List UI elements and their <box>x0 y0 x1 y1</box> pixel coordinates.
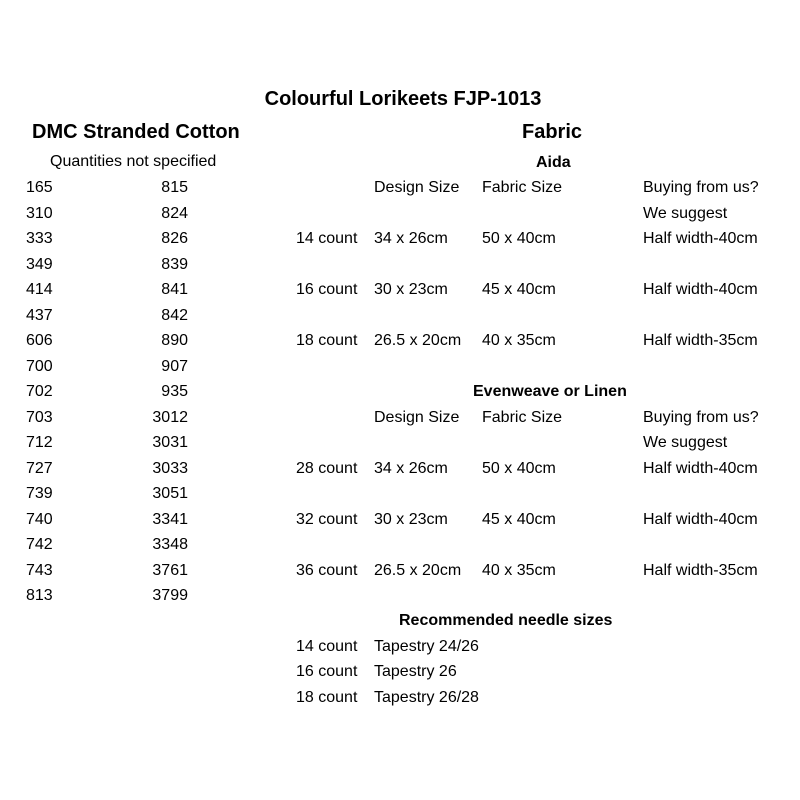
dmc-thread-number: 3012 <box>152 409 188 426</box>
dmc-thread-number: 841 <box>161 281 188 298</box>
dmc-thread-number: 3348 <box>152 536 188 553</box>
evenweave-buying-header: Buying from us? <box>643 409 759 426</box>
evenweave-row-fabric: 50 x 40cm <box>482 460 556 477</box>
needle-row-count: 14 count <box>296 638 358 655</box>
aida-row-fabric: 50 x 40cm <box>482 230 556 247</box>
dmc-thread-number: 890 <box>161 332 188 349</box>
aida-row-design: 34 x 26cm <box>374 230 448 247</box>
dmc-thread-number: 935 <box>161 383 188 400</box>
dmc-thread-number: 842 <box>161 307 188 324</box>
dmc-thread-number: 3051 <box>152 485 188 502</box>
dmc-thread-number: 813 <box>26 587 53 604</box>
evenweave-suggest-header: We suggest <box>643 434 728 451</box>
aida-heading: Aida <box>536 154 571 171</box>
evenweave-heading: Evenweave or Linen <box>473 383 627 400</box>
aida-row-count: 18 count <box>296 332 358 349</box>
evenweave-design-size-header: Design Size <box>374 409 460 426</box>
needle-row-size: Tapestry 26 <box>374 663 457 680</box>
aida-row-fabric: 45 x 40cm <box>482 281 556 298</box>
dmc-thread-number: 606 <box>26 332 53 349</box>
dmc-thread-number: 839 <box>161 256 188 273</box>
dmc-thread-number: 742 <box>26 536 53 553</box>
needle-row-count: 18 count <box>296 689 358 706</box>
aida-row-count: 14 count <box>296 230 358 247</box>
needles-heading: Recommended needle sizes <box>399 612 613 629</box>
dmc-thread-number: 165 <box>26 179 53 196</box>
aida-suggest-header: We suggest <box>643 205 728 222</box>
needle-row-size: Tapestry 24/26 <box>374 638 479 655</box>
dmc-heading: DMC Stranded Cotton <box>32 121 240 143</box>
dmc-thread-number: 815 <box>161 179 188 196</box>
evenweave-row-fabric: 40 x 35cm <box>482 562 556 579</box>
dmc-thread-number: 907 <box>161 358 188 375</box>
evenweave-row-count: 36 count <box>296 562 358 579</box>
needle-row-count: 16 count <box>296 663 358 680</box>
dmc-thread-number: 739 <box>26 485 53 502</box>
aida-row-suggest: Half width-40cm <box>643 281 758 298</box>
dmc-thread-number: 3031 <box>152 434 188 451</box>
evenweave-row-design: 30 x 23cm <box>374 511 448 528</box>
aida-row-suggest: Half width-40cm <box>643 230 758 247</box>
aida-buying-header: Buying from us? <box>643 179 759 196</box>
needle-row-size: Tapestry 26/28 <box>374 689 479 706</box>
aida-row-design: 30 x 23cm <box>374 281 448 298</box>
dmc-thread-number: 310 <box>26 205 53 222</box>
dmc-thread-number: 3033 <box>152 460 188 477</box>
dmc-thread-number: 3761 <box>152 562 188 579</box>
aida-fabric-size-header: Fabric Size <box>482 179 563 196</box>
dmc-thread-number: 700 <box>26 358 53 375</box>
evenweave-row-count: 32 count <box>296 511 358 528</box>
dmc-thread-number: 437 <box>26 307 53 324</box>
fabric-heading: Fabric <box>522 121 583 143</box>
dmc-thread-number: 740 <box>26 511 53 528</box>
dmc-thread-number: 712 <box>26 434 53 451</box>
aida-row-fabric: 40 x 35cm <box>482 332 556 349</box>
dmc-thread-number: 3799 <box>152 587 188 604</box>
dmc-note: Quantities not specified <box>50 153 217 170</box>
aida-row-design: 26.5 x 20cm <box>374 332 462 349</box>
evenweave-row-count: 28 count <box>296 460 358 477</box>
dmc-thread-number: 333 <box>26 230 53 247</box>
aida-design-size-header: Design Size <box>374 179 460 196</box>
dmc-thread-number: 414 <box>26 281 53 298</box>
dmc-thread-number: 3341 <box>152 511 188 528</box>
page-title: Colourful Lorikeets FJP-1013 <box>264 88 542 110</box>
evenweave-row-suggest: Half width-40cm <box>643 511 758 528</box>
evenweave-row-suggest: Half width-40cm <box>643 460 758 477</box>
dmc-thread-number: 824 <box>161 205 188 222</box>
dmc-thread-number: 349 <box>26 256 53 273</box>
aida-row-count: 16 count <box>296 281 358 298</box>
dmc-thread-number: 703 <box>26 409 53 426</box>
evenweave-row-suggest: Half width-35cm <box>643 562 758 579</box>
dmc-thread-number: 702 <box>26 383 53 400</box>
evenweave-row-fabric: 45 x 40cm <box>482 511 556 528</box>
evenweave-row-design: 34 x 26cm <box>374 460 448 477</box>
dmc-thread-number: 727 <box>26 460 53 477</box>
evenweave-row-design: 26.5 x 20cm <box>374 562 462 579</box>
dmc-thread-number: 826 <box>161 230 188 247</box>
dmc-thread-number: 743 <box>26 562 53 579</box>
evenweave-fabric-size-header: Fabric Size <box>482 409 563 426</box>
aida-row-suggest: Half width-35cm <box>643 332 758 349</box>
